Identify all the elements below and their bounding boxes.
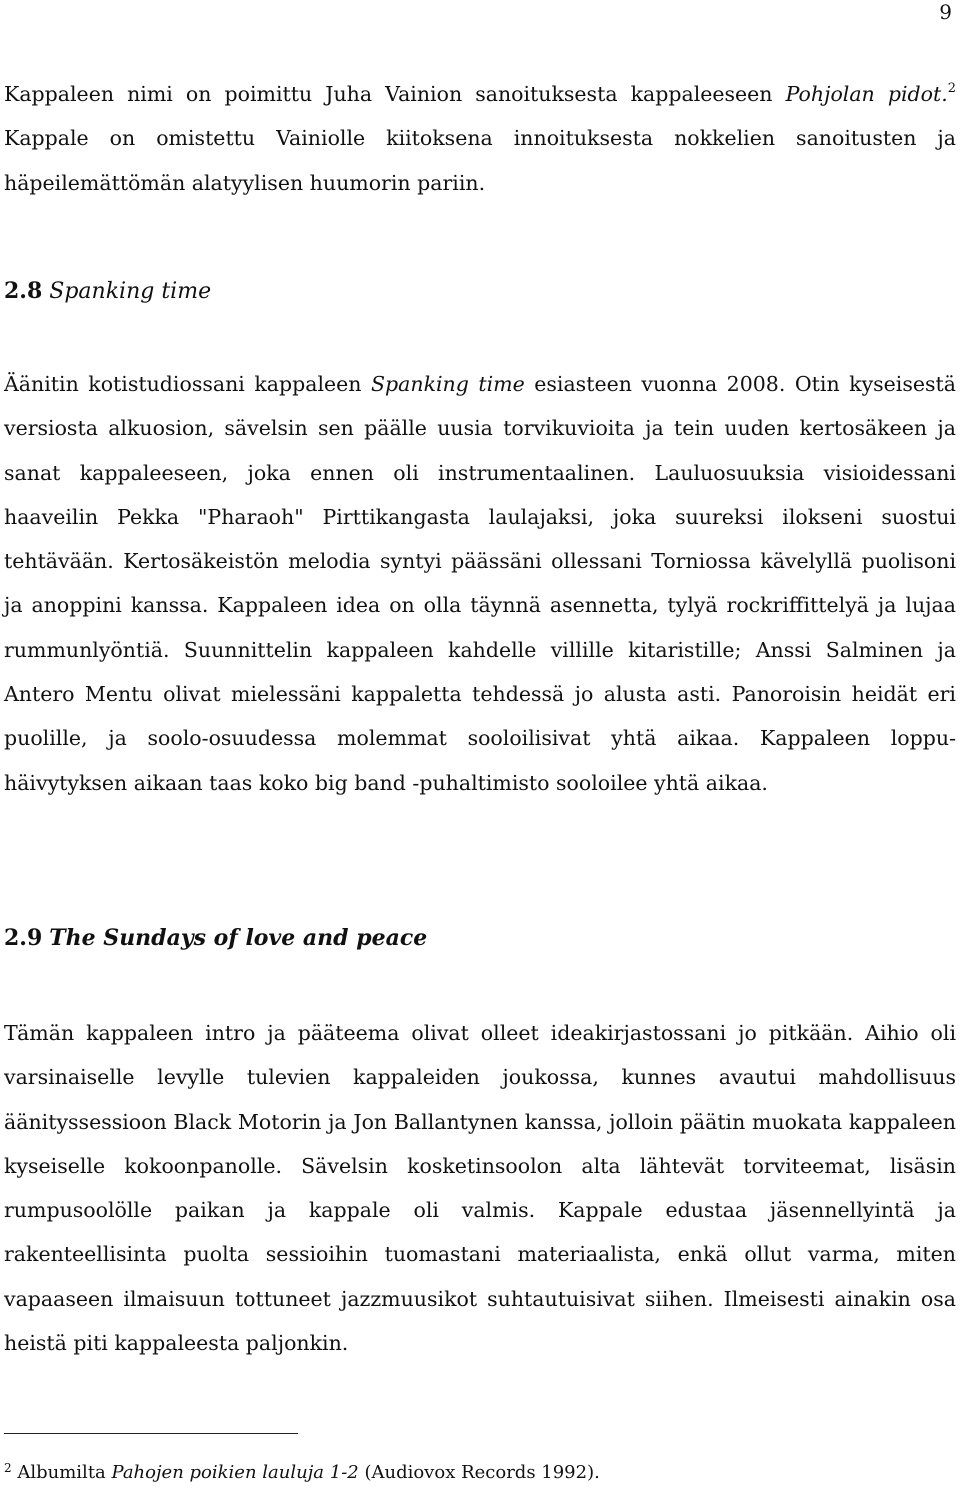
para-text-before: Äänitin kotistudiossani kappaleen	[4, 372, 371, 396]
page-number: 9	[939, 0, 952, 24]
footnote-text-before: Albumilta	[11, 1462, 112, 1483]
section-number: 2.9	[4, 925, 43, 951]
section-title: The Sundays of love and peace	[49, 925, 428, 951]
intro-text-after: Kappale on omistettu Vainiolle kiitoksena innoituksesta nokkelien sanoitusten ja häpeilemättömän alatyylisen huumorin pariin.	[4, 126, 956, 195]
para-text-after: esiasteen vuonna 2008. Otin kyseisestä versiosta alkuosion, sävelsin sen päälle uusia torvikuvioita ja tein uuden kertosäkeen ja sanat kappaleeseen, joka ennen oli instrumentaalinen. Lauluosuuksia visioidessani haaveilin Pekka "Pharaoh" Pirttikangasta laulajaksi, joka suureksi ilokseni suostui tehtävään. Kertosäkeistön melodia syntyi päässäni ollessani Torniossa kävelyllä puolisoni ja anoppini kanssa. Kappaleen idea on olla täynnä asennetta, tylyä rockriffittelyä ja lujaa rummunlyöntiä. Suunnittelin kappaleen kahdelle villille kitaristille; Anssi Salminen ja Antero Mentu olivat mielessäni kappaletta tehdessä jo alusta asti. Panoroisin heidät eri puolille, ja soolo-osuudessa molemmat sooloilisivat yhtä aikaa. Kappaleen loppu-häivytyksen aikaan taas koko big band -puhaltimisto sooloilee yhtä aikaa.	[4, 372, 956, 795]
song-title: Spanking time	[370, 372, 525, 396]
section-2-9-paragraph: Tämän kappaleen intro ja pääteema olivat olleet ideakirjastossani jo pitkään. Aihio oli varsinaiselle levylle tulevien kappaleiden joukossa, kunnes avautui mahdollisuus äänityssessioon Black Motorin ja Jon Ballantynen kanssa, jolloin päätin muokata kappaleen kyseiselle kokoonpanolle. Sävelsin kosketinsoolon alta lähtevät torviteemat, lisäsin rumpusoolölle paikan ja kappale oli valmis. Kappale edustaa jäsennellyintä ja rakenteellisinta puolta sessioihin tuomastani materiaalista, enkä ollut varma, miten vapaaseen ilmaisuun tottuneet jazzmuusikot suhtautuisivat siihen. Ilmeisesti ainakin osa heistä piti kappaleesta paljonkin.	[4, 1021, 956, 1356]
footnote-divider	[4, 1433, 298, 1434]
intro-text-before: Kappaleen nimi on poimittu Juha Vainion sanoituksesta kappaleeseen	[4, 82, 786, 106]
footnote-text-after: (Audiovox Records 1992).	[358, 1462, 600, 1483]
footnote-ref: 2	[947, 81, 956, 96]
section-heading-2-8	[4, 278, 211, 304]
album-title: Pahojen poikien lauluja 1-2	[111, 1462, 359, 1483]
section-2-8-paragraph	[4, 362, 956, 805]
section-title: Spanking time	[49, 279, 212, 304]
intro-song-title: Pohjolan pidot.	[785, 82, 948, 106]
footnote	[4, 1462, 600, 1483]
section-heading-2-9	[4, 925, 427, 951]
intro-paragraph	[4, 72, 956, 205]
footnote-number: 2	[4, 1461, 12, 1475]
section-number: 2.8	[4, 278, 43, 304]
